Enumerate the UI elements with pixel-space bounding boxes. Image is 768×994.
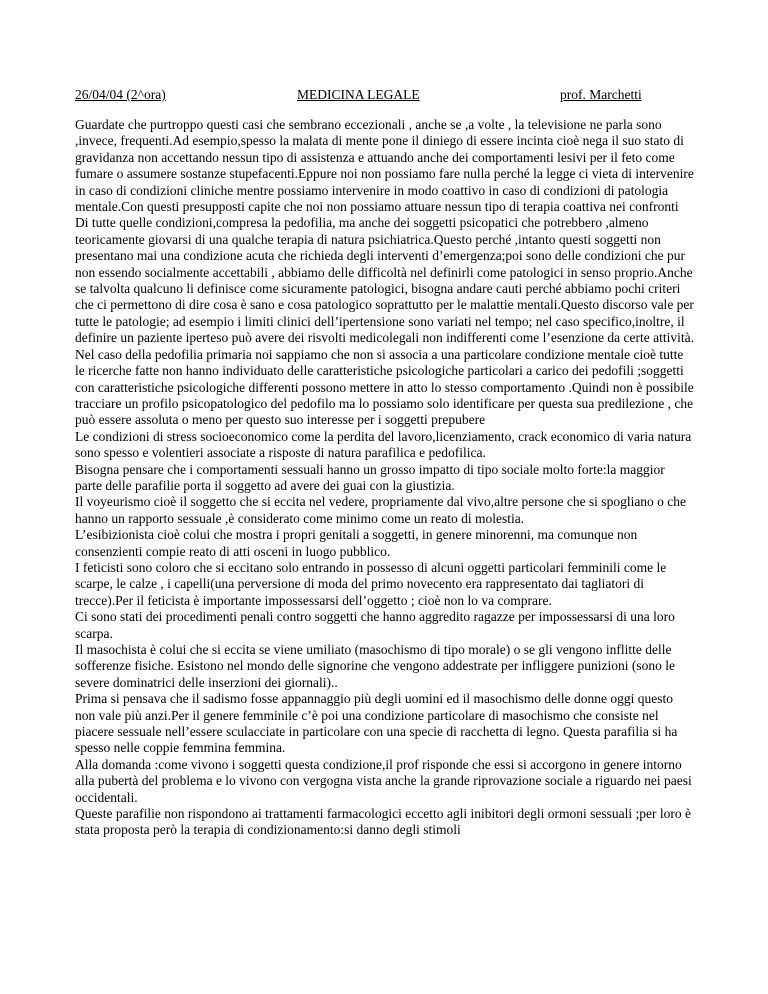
paragraph: Bisogna pensare che i comportamenti sessuali hanno un grosso impatto di tipo sociale molto forte:la maggior parte delle parafilie porta il soggetto ad avere dei guai con la giustizia. <box>75 461 665 493</box>
paragraph: Di tutte quelle condizioni,compresa la pedofilia, ma anche dei soggetti psicopatici che potrebbero ,almeno teoricamente giovarsi di una qualche terapia di natura psichiatrica.Questo perché ,intanto questi soggetti non presentano mai una condizione acuta che richieda degli interventi d’emergenza;poi sono delle condizioni che pur non essendo socialmente accettabili , abbiamo delle difficoltà nel definirli come patologici in senso proprio.Anche se talvolta qualcuno li definisce come sicuramente patologici, bisogna andare cauti perché abbiamo pochi criteri che ci permettono di dire cosa è sano e cosa patologico soprattutto per le malattie mentali.Questo discorso vale per tutte le patologie; ad esempio i limiti clinici dell’ipertensione sono variati nel tempo; nel caso specifico,inoltre, il definire un paziente iperteso può avere dei risvolti medicolegali non indifferenti come l’esenzione da certe attività. <box>75 215 695 346</box>
paragraph: Le condizioni di stress socioeconomico come la perdita del lavoro,licenziamento, crack economico di varia natura sono spesso e volentieri associate a risposte di natura parafilica e pedofilica. <box>75 428 692 461</box>
lecture-header <box>75 87 695 107</box>
paragraph: Nel caso della pedofilia primaria noi sappiamo che non si associa a una particolare condizione mentale cioè tutte le ricerche fatte non hanno individuato delle caratteristiche psicologiche particolari a carico dei pedofili ;soggetti con caratteristiche psicologiche differenti possono mettere in atto lo stesso comportamento .Quindi non è possibile tracciare un profilo psicopatologico del pedofilo ma lo possiamo solo identificare per questa sua predilezione , che può essere assoluta o meno per questo suo interesse per i soggetti prepubere <box>75 346 694 428</box>
paragraph: Queste parafilie non rispondono ai trattamenti farmacologici eccetto agli inibitori degli ormoni sessuali ;per loro è stata proposta però la terapia di condizionamento:si danno degli stimoli <box>75 806 691 838</box>
document-body <box>75 117 695 839</box>
paragraph: I feticisti sono coloro che si eccitano solo entrando in possesso di alcuni oggetti particolari femminili come le scarpe, le calze , i capelli(una perversione di moda del primo novecento era rappresentato dai tagliatori di trecce).Per il feticista è importante impossessarsi dell’oggetto ; cioè non lo va comprare. <box>75 559 667 608</box>
paragraph: Alla domanda :come vivono i soggetti questa condizione,il prof risponde che essi si accorgono in genere intorno alla pubertà del problema e lo vivono con vergogna vista anche la grande riprovazione sociale a riguardo nei paesi occidentali. <box>75 756 692 805</box>
lecture-date: 26/04/04 (2^ora) <box>75 87 166 102</box>
lecture-professor: prof. Marchetti <box>560 87 642 102</box>
paragraph: Il masochista è colui che si eccita se viene umiliato (masochismo di tipo morale) o se gli vengono inflitte delle sofferenze fisiche. Esistono nel mondo delle signorine che vengono addestrate per infliggere punizioni (sono le severe dominatrici delle inserzioni dei giornali).. <box>75 642 675 690</box>
paragraph: L’esibizionista cioè colui che mostra i propri genitali a soggetti, in genere minorenni, ma comunque non consenzienti compie reato di atti osceni in luogo pubblico. <box>75 527 638 559</box>
paragraph: Il voyeurismo cioè il soggetto che si eccita nel vedere, propriamente dal vivo,altre persone che si spogliano o che hanno un rapporto sessuale ,è considerato come minimo come un reato di molestia. <box>75 494 687 526</box>
paragraph: Prima si pensava che il sadismo fosse appannaggio più degli uomini ed il masochismo delle donne oggi questo non vale più anzi.Per il genere femminile c’è poi una condizione particolare di masochismo che consiste nel piacere sessuale nell’essere sculacciate in particolare con una specie di racchetta di legno. Questa parafilia si ha spesso nelle coppie femmina femmina. <box>75 691 678 756</box>
paragraph: Guardate che purtroppo questi casi che sembrano eccezionali , anche se ,a volte , la televisione ne parla sono ,invece, frequenti.Ad esempio,spesso la malata di mente pone il diniego di essere incinta cioè nega il suo stato di gravidanza non accettando nessun tipo di assistenza e attuando anche dei comportamenti lesivi per il feto come fumare o assumere sostanze stupefacenti.Eppure noi non possiamo fare nulla perché la legge ci vieta di intervenire in caso di condizioni cliniche mentre possiamo intervenire in modo coattivo in caso di condizioni di patologia mentale.Con questi presupposti capite che noi non possiamo attuare nessun tipo di terapia coattiva nei confronti <box>75 117 694 215</box>
paragraph: Ci sono stati dei procedimenti penali contro soggetti che hanno aggredito ragazze per impossessarsi di una loro scarpa. <box>75 609 675 641</box>
lecture-subject: MEDICINA LEGALE <box>297 87 420 102</box>
